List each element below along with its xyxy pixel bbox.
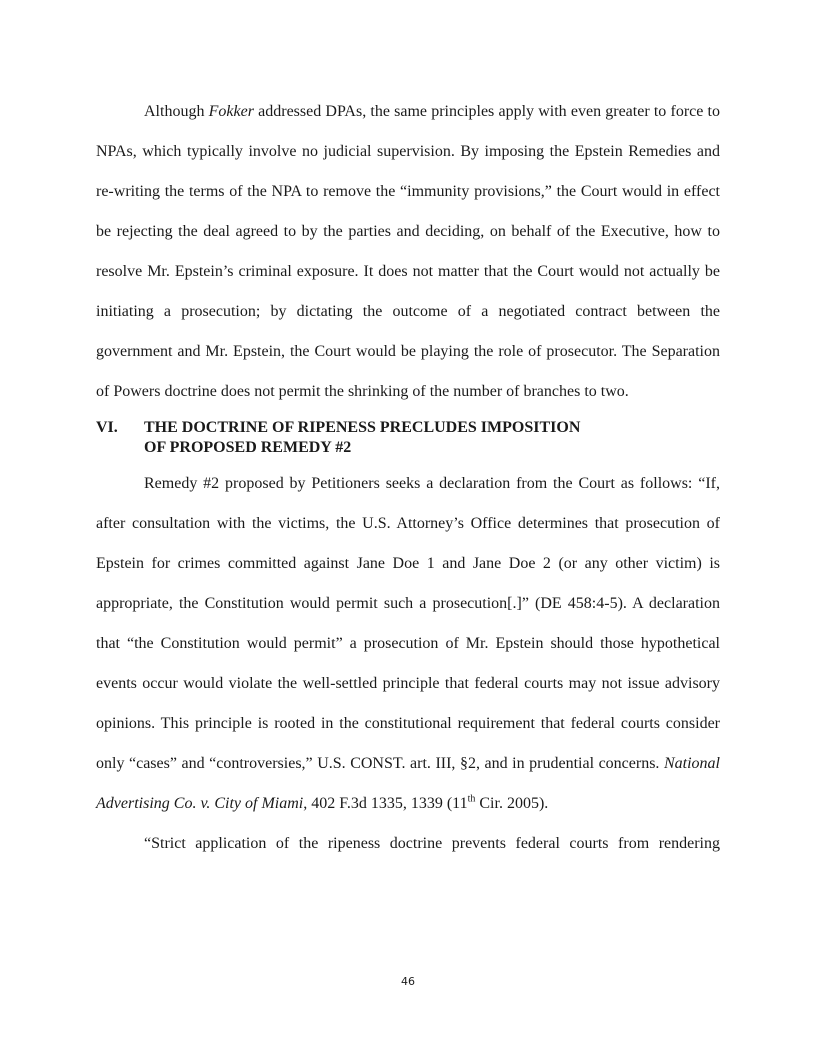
paragraph-1-lead: Although <box>144 103 209 120</box>
case-name-fokker: Fokker <box>208 103 254 120</box>
document-body <box>96 92 720 864</box>
citation-case-name: National Advertising Co. v. City of Miami <box>96 755 720 812</box>
paragraph-remedy-2 <box>96 464 720 824</box>
page-number: 46 <box>401 975 415 988</box>
section-title <box>144 418 720 458</box>
paragraph-2-text: Remedy #2 proposed by Petitioners seeks a declaration from the Court as follows: “If, after consultation with the victims, the U.S. Attorney’s Office determines that prosecution of Epstein for crimes committed against Jane Doe 1 and Jane Doe 2 (or any other victim) is appropriate, the Constitution would permit such a prosecution[.]” (DE 458:4-5). A declaration that “the Constitution would permit” a prosecution of Mr. Epstein should those hypothetical events occur would violate the well-settled principle that federal courts may not issue advisory opinions. This principle is rooted in the constitutional requirement that federal courts consider only “cases” and “controversies,” U.S. CONST. art. III, §2, and in prudential concerns. <box>96 475 720 772</box>
section-heading <box>96 418 720 458</box>
paragraph-separation-of-powers <box>96 92 720 412</box>
section-title-line-1: THE DOCTRINE OF RIPENESS PRECLUDES IMPOSITION <box>144 419 581 436</box>
citation-court-year: Cir. 2005). <box>475 795 549 812</box>
paragraph-ripeness-quote <box>96 824 720 864</box>
section-number: VI. <box>96 419 118 436</box>
citation-superscript: th <box>467 793 476 805</box>
citation-reporter: , 402 F.3d 1335, 1339 (11 <box>303 795 468 812</box>
paragraph-1-text: addressed DPAs, the same principles apply with even greater to force to NPAs, which typically involve no judicial supervision. By imposing the Epstein Remedies and re-writing the terms of the NPA to remove the “immunity provisions,” the Court would in effect be rejecting the deal agreed to by the parties and deciding, on behalf of the Executive, how to resolve Mr. Epstein’s criminal exposure. It does not matter that the Court would not actually be initiating a prosecution; by dictating the outcome of a negotiated contract between the government and Mr. Epstein, the Court would be playing the role of prosecutor. The Separation of Powers doctrine does not permit the shrinking of the number of branches to two. <box>96 103 720 400</box>
paragraph-3-text: “Strict application of the ripeness doctrine prevents federal courts from rendering <box>144 835 720 852</box>
section-title-line-2: OF PROPOSED REMEDY #2 <box>144 439 352 456</box>
